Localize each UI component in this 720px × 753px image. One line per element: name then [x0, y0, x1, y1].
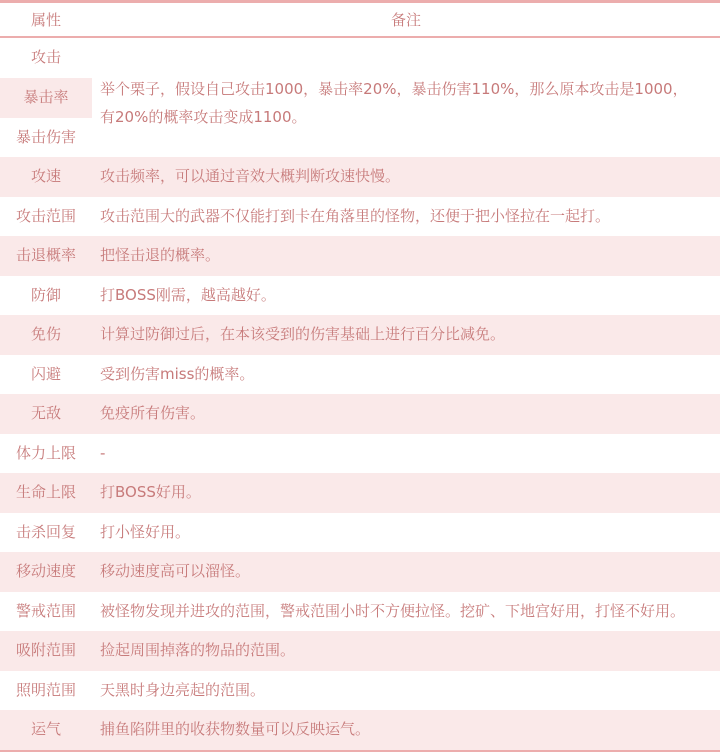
row-attribute: 警戒范围: [15, 601, 76, 620]
row-note: 被怪物发现并进攻的范围，警戒范围小时不方便拉怪。挖矿、下地宫好用，打怪不好用。: [100, 601, 686, 620]
row-note: 移动速度高可以溜怪。: [100, 562, 251, 580]
table-row: [0, 434, 720, 474]
row-attribute: 免伤: [30, 325, 61, 343]
table-row: [0, 671, 720, 711]
table-bottom-border: [0, 750, 720, 752]
row-note: 受到伤害miss的概率。: [100, 364, 255, 383]
row-note: 打BOSS好用。: [100, 483, 201, 501]
table-row: [0, 236, 720, 276]
row-attribute: 生命上限: [15, 483, 76, 501]
table-row-attack-group: [0, 38, 720, 157]
note-line-1: 举个栗子，假设自己攻击1000，暴击率20%，暴击伤害110%，那么原本攻击是1000，: [100, 80, 688, 98]
table-row: [0, 394, 720, 434]
row-note: 天黑时身边亮起的范围。: [100, 680, 266, 699]
table-row: [0, 197, 720, 237]
row-note: 打BOSS刚需，越高越好。: [100, 285, 276, 304]
row-note: 捡起周围掉落的物品的范围。: [100, 641, 296, 659]
table-row: [0, 592, 720, 632]
attr-crit-rate: 暴击率: [0, 78, 92, 118]
row-attribute: 无敌: [30, 404, 61, 422]
attr-attack: 攻击: [30, 48, 61, 66]
row-attribute: 击杀回复: [15, 522, 76, 541]
row-note: 攻击频率，可以通过音效大概判断攻速快慢。: [100, 167, 401, 185]
row-note: 捕鱼陷阱里的收获物数量可以反映运气。: [100, 720, 371, 738]
table-row: [0, 631, 720, 671]
row-note: 免疫所有伤害。: [100, 404, 206, 422]
table-row: [0, 513, 720, 553]
table-header: [0, 0, 720, 38]
row-attribute: 移动速度: [15, 562, 76, 580]
header-attribute: 属性: [30, 11, 61, 29]
note-line-2: 有20%的概率攻击变成1100。: [100, 108, 307, 126]
row-note: 攻击范围大的武器不仅能打到卡在角落里的怪物，还便于把小怪拉在一起打。: [100, 206, 611, 225]
header-note: 备注: [390, 11, 421, 29]
row-attribute: 体力上限: [15, 443, 76, 462]
row-note: 打小怪好用。: [100, 522, 191, 541]
table-row: [0, 276, 720, 316]
row-note: 计算过防御过后，在本该受到的伤害基础上进行百分比减免。: [100, 325, 506, 343]
table-row: [0, 473, 720, 513]
row-attribute: 防御: [30, 285, 61, 304]
row-attribute: 闪避: [30, 364, 61, 383]
row-note: -: [100, 443, 106, 462]
row-attribute: 击退概率: [15, 246, 76, 264]
row-note: 把怪击退的概率。: [100, 246, 221, 264]
table-row: [0, 552, 720, 592]
row-attribute: 吸附范围: [15, 641, 76, 659]
row-attribute: 攻速: [30, 167, 61, 185]
row-attribute: 攻击范围: [15, 206, 76, 225]
table-row: [0, 157, 720, 197]
row-attribute: 照明范围: [15, 680, 76, 699]
attack-group-note: [100, 75, 710, 131]
table-row: [0, 710, 720, 750]
attr-crit-damage: 暴击伤害: [15, 128, 76, 146]
row-attribute: 运气: [30, 720, 61, 738]
table-row: [0, 315, 720, 355]
table-row: [0, 355, 720, 395]
